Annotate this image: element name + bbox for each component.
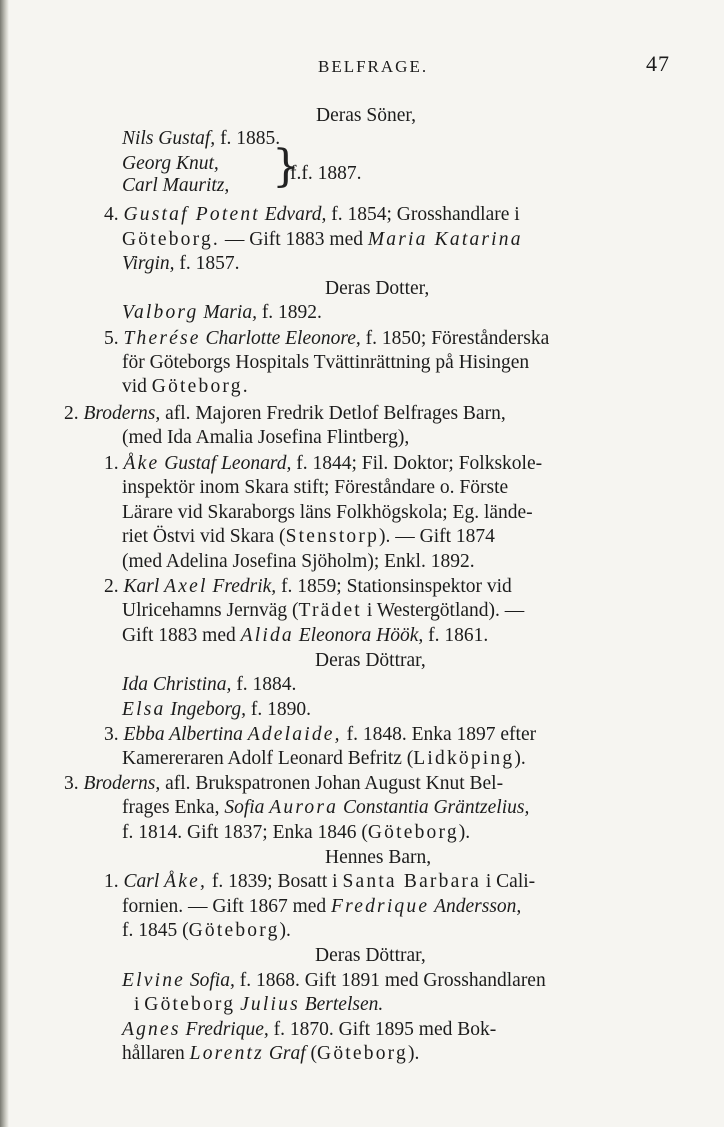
page-binding-edge	[0, 0, 9, 1127]
text-line: f.f. 1887.	[290, 163, 362, 184]
text-line: f. 1845 (Göteborg).	[122, 920, 291, 941]
text-line: för Göteborgs Hospitals Tvättinrättning på Hisingen	[122, 352, 530, 373]
text-line: inspektör inom Skara stift; Föreståndare o. Förste	[122, 477, 509, 498]
text-line: 5. Therése Charlotte Eleonore, f. 1850; Förestånderska	[104, 328, 550, 349]
text-line: Deras Dotter,	[325, 278, 430, 299]
text-line: vid Göteborg.	[122, 376, 250, 397]
text-line: Kamereraren Adolf Leonard Befritz (Lidköping).	[122, 748, 526, 769]
text-line: Deras Söner,	[316, 105, 416, 126]
text-line: Göteborg. — Gift 1883 med Maria Katarina	[122, 229, 523, 250]
text-line: f. 1814. Gift 1837; Enka 1846 (Göteborg).	[122, 822, 471, 843]
text-line: Valborg Maria, f. 1892.	[122, 302, 322, 323]
text-line: Deras Döttrar,	[315, 650, 426, 671]
text-line: i Göteborg Julius Bertelsen.	[134, 994, 384, 1015]
text-line: Hennes Barn,	[325, 847, 432, 868]
text-line: 1. Carl Åke, f. 1839; Bosatt i Santa Barbara i Cali-	[104, 871, 536, 892]
text-line: Lärare vid Skaraborgs läns Folkhögskola; Eg. lände-	[122, 502, 533, 523]
text-line: 4. Gustaf Potent Edvard, f. 1854; Grosshandlare i	[104, 204, 520, 225]
text-line: Nils Gustaf, f. 1885.	[122, 128, 281, 149]
text-line: Deras Döttrar,	[315, 945, 426, 966]
text-line: fornien. — Gift 1867 med Fredrique Andersson,	[122, 896, 522, 917]
text-line: frages Enka, Sofia Aurora Constantia Gräntzelius,	[122, 797, 530, 818]
text-line: 3. Ebba Albertina Adelaide, f. 1848. Enka 1897 efter	[104, 724, 537, 745]
text-line: Ulricehamns Jernväg (Trädet i Westergötland). —	[122, 600, 525, 621]
brace-mark: }	[272, 141, 300, 192]
text-line: 2. Karl Axel Fredrik, f. 1859; Stationsinspektor vid	[104, 576, 512, 597]
text-line: Agnes Fredrique, f. 1870. Gift 1895 med Bok-	[122, 1019, 497, 1040]
text-line: 3. Broderns, afl. Brukspatronen Johan August Knut Bel-	[64, 773, 504, 794]
text-line: Gift 1883 med Alida Eleonora Höök, f. 1861.	[122, 625, 489, 646]
text-line: Virgin, f. 1857.	[122, 253, 240, 274]
text-line: riet Östvi vid Skara (Stenstorp). — Gift 1874	[122, 526, 495, 547]
text-line: hållaren Lorentz Graf (Göteborg).	[122, 1043, 420, 1064]
text-line: Elsa Ingeborg, f. 1890.	[122, 699, 311, 720]
text-line: Georg Knut,	[122, 153, 219, 174]
text-line: Carl Mauritz,	[122, 175, 230, 196]
page-number: 47	[646, 51, 670, 76]
text-line: Elvine Sofia, f. 1868. Gift 1891 med Grosshandlaren	[122, 970, 546, 991]
running-header: BELFRAGE.	[318, 57, 429, 76]
text-line: Ida Christina, f. 1884.	[122, 674, 297, 695]
text-line: (med Adelina Josefina Sjöholm); Enkl. 1892.	[122, 551, 475, 572]
text-line: 1. Åke Gustaf Leonard, f. 1844; Fil. Doktor; Folkskole-	[104, 453, 543, 474]
text-line: 2. Broderns, afl. Majoren Fredrik Detlof Belfrages Barn,	[64, 403, 506, 424]
text-line: (med Ida Amalia Josefina Flintberg),	[122, 427, 410, 448]
